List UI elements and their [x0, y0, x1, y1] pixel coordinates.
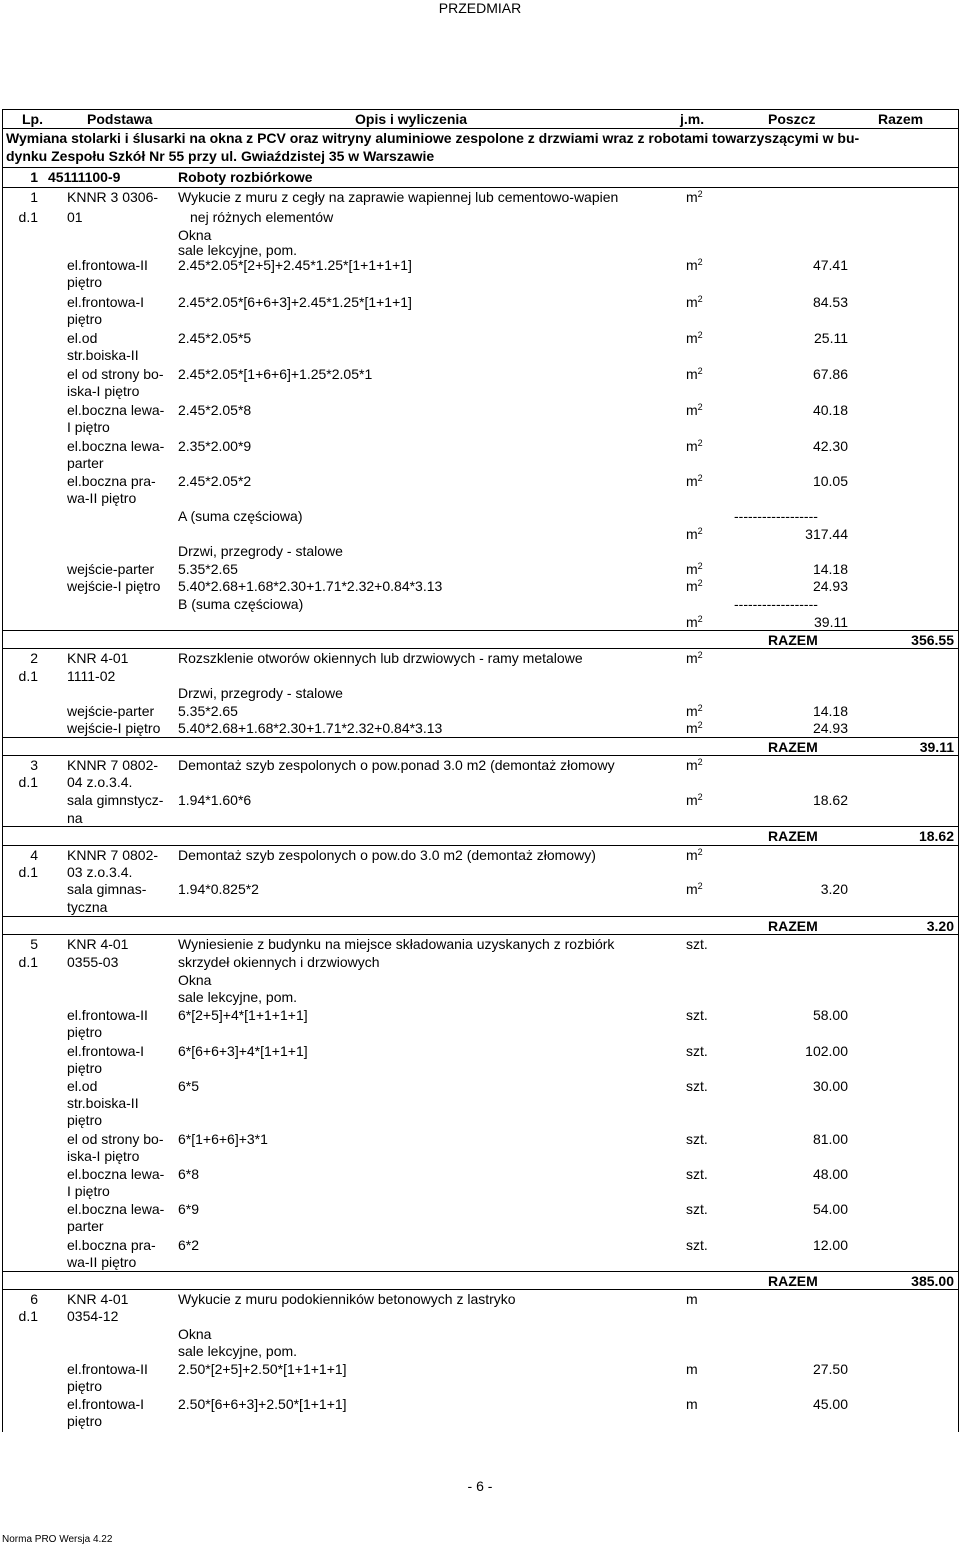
header-top-line: [2, 109, 958, 110]
row-value: 25.11: [814, 330, 848, 346]
razem-label: RAZEM: [768, 1273, 818, 1289]
row-label: piętro: [67, 1413, 103, 1429]
subtotal-label: A (suma częściowa): [178, 508, 303, 524]
item-description: Wykucie z muru z cegły na zaprawie wapiennej lub cementowo-wapien: [178, 189, 619, 205]
row-value: 48.00: [812, 1166, 848, 1182]
item-d: d.1: [18, 864, 38, 880]
row-unit: m: [686, 1361, 698, 1377]
row-value: 14.18: [812, 561, 848, 577]
row-unit: szt.: [686, 1166, 708, 1182]
row-label: el.boczna pra-: [67, 473, 156, 489]
razem-value: 356.55: [911, 632, 954, 648]
row-unit: $m^2$: [686, 720, 703, 736]
row-expression: 2.45*2.05*2: [178, 473, 252, 489]
row-label: tyczna: [67, 899, 108, 915]
project-title-line2: dynku Zespołu Szkół Nr 55 przy ul. Gwiaździstej 35 w Warszawie: [6, 148, 435, 164]
row-unit: $m^2$: [686, 578, 703, 594]
row-unit: $m^2$: [686, 792, 703, 808]
row-label: wejście-I piętro: [67, 578, 161, 594]
item-description: Wyniesienie z budynku na miejsce składowania uzyskanych z rozbiórk: [178, 936, 615, 952]
item-separator-line: [2, 1289, 958, 1290]
table-right-border: [958, 109, 959, 1432]
header-jm: j.m.: [680, 111, 705, 127]
row-value: 3.20: [820, 881, 848, 897]
row-value: 12.00: [812, 1237, 848, 1253]
row-unit: $m^2$: [686, 703, 703, 719]
group-label: Drzwi, przegrody - stalowe: [178, 543, 343, 559]
row-expression: 2.35*2.00*9: [178, 438, 252, 454]
row-value: 30.00: [812, 1078, 848, 1094]
group-label: sale lekcyjne, pom.: [178, 989, 298, 1005]
row-label: sala gimnstycz-: [67, 792, 164, 808]
item-d: d.1: [18, 668, 38, 684]
row-expression: 6*[1+6+6]+3*1: [178, 1131, 268, 1147]
row-label: iska-I piętro: [67, 1148, 140, 1164]
row-expression: 6*5: [178, 1078, 200, 1094]
row-label: el od strony bo-: [67, 1131, 164, 1147]
header-bottom-line: [2, 128, 958, 129]
row-label: piętro: [67, 1060, 103, 1076]
item-code: KNR 4-01: [67, 650, 129, 666]
row-unit: szt.: [686, 1043, 708, 1059]
row-expression: 2.50*[6+6+3]+2.50*[1+1+1]: [178, 1396, 347, 1412]
row-label: el.frontowa-I: [67, 1043, 145, 1059]
subtotal-value: 317.44: [805, 526, 848, 542]
row-label: el.boczna lewa-: [67, 1166, 165, 1182]
row-label: wejście-parter: [67, 561, 155, 577]
row-label: wa-II piętro: [67, 1254, 137, 1270]
row-unit: szt.: [686, 1007, 708, 1023]
section-bottom-line: [2, 187, 958, 188]
item-separator-line: [2, 630, 958, 631]
row-value: 102.00: [805, 1043, 848, 1059]
item-separator-line: [2, 845, 958, 846]
razem-value: 18.62: [918, 828, 954, 844]
item-code: KNNR 7 0802-: [67, 757, 159, 773]
row-label: wejście-parter: [67, 703, 155, 719]
razem-value: 39.11: [919, 739, 954, 755]
item-unit: $m^2$: [686, 847, 703, 863]
item-separator-line: [2, 648, 958, 649]
row-expression: 1.94*0.825*2: [178, 881, 259, 897]
row-value: 24.93: [812, 720, 848, 736]
item-code: 01: [67, 209, 83, 225]
row-unit: $m^2$: [686, 438, 703, 454]
group-label: Drzwi, przegrody - stalowe: [178, 685, 343, 701]
razem-label: RAZEM: [768, 739, 818, 755]
row-unit: $m^2$: [686, 330, 703, 346]
row-expression: 2.45*2.05*8: [178, 402, 252, 418]
row-expression: 6*8: [178, 1166, 200, 1182]
row-expression: 2.50*[2+5]+2.50*[1+1+1+1]: [178, 1361, 347, 1377]
row-expression: 6*[2+5]+4*[1+1+1+1]: [178, 1007, 308, 1023]
item-separator-line: [2, 755, 958, 756]
header-poszcz: Poszcz: [768, 111, 816, 127]
item-number: 3: [30, 757, 38, 773]
section-code: 45111100-9: [48, 169, 121, 185]
razem-value: 385.00: [911, 1273, 954, 1289]
row-expression: 5.35*2.65: [178, 703, 238, 719]
row-label: wejście-I piętro: [67, 720, 161, 736]
item-number: 4: [30, 847, 38, 863]
row-expression: 6*2: [178, 1237, 200, 1253]
razem-label: RAZEM: [768, 918, 818, 934]
row-label: I piętro: [67, 419, 110, 435]
footer-software-version: Norma PRO Wersja 4.22: [2, 1534, 113, 1545]
row-expression: 5.35*2.65: [178, 561, 238, 577]
row-expression: 6*[6+6+3]+4*[1+1+1]: [178, 1043, 308, 1059]
row-value: 45.00: [812, 1396, 848, 1412]
row-label: el.boczna lewa-: [67, 402, 165, 418]
item-code: 1111-02: [67, 668, 116, 684]
subtotal-unit: $m^2$: [686, 614, 703, 630]
row-unit: szt.: [686, 1078, 708, 1094]
item-d: d.1: [18, 209, 38, 225]
row-unit: $m^2$: [686, 561, 703, 577]
row-unit: szt.: [686, 1201, 708, 1217]
row-label: piętro: [67, 1112, 103, 1128]
row-unit: m: [686, 1396, 698, 1412]
item-code: KNNR 7 0802-: [67, 847, 159, 863]
row-value: 24.93: [812, 578, 848, 594]
row-unit: $m^2$: [686, 881, 703, 897]
row-value: 10.05: [812, 473, 848, 489]
item-d: d.1: [18, 954, 38, 970]
item-unit: $m^2$: [686, 757, 703, 773]
item-separator-line: [2, 737, 958, 738]
razem-label: RAZEM: [768, 632, 818, 648]
group-label: Okna: [178, 1326, 212, 1342]
row-unit: $m^2$: [686, 402, 703, 418]
row-expression: 5.40*2.68+1.68*2.30+1.71*2.32+0.84*3.13: [178, 720, 443, 736]
item-code: KNR 4-01: [67, 936, 129, 952]
row-label: el.od: [67, 1078, 98, 1094]
row-unit: $m^2$: [686, 294, 703, 310]
row-label: str.boiska-II: [67, 1095, 139, 1111]
row-unit: $m^2$: [686, 366, 703, 382]
row-value: 81.00: [812, 1131, 848, 1147]
row-label: na: [67, 810, 83, 826]
row-label: str.boiska-II: [67, 347, 139, 363]
item-description: Demontaż szyb zespolonych o pow.ponad 3.0 m2 (demontaż złomowy: [178, 757, 615, 773]
row-label: parter: [67, 455, 104, 471]
row-label: parter: [67, 1218, 104, 1234]
header-razem: Razem: [878, 111, 924, 127]
row-label: el.frontowa-II: [67, 257, 148, 273]
row-expression: 1.94*1.60*6: [178, 792, 252, 808]
row-expression: 2.45*2.05*[1+6+6]+1.25*2.05*1: [178, 366, 373, 382]
row-label: el.boczna pra-: [67, 1237, 156, 1253]
row-label: el.frontowa-II: [67, 1007, 148, 1023]
row-label: el.frontowa-II: [67, 1361, 148, 1377]
item-code: 03 z.o.3.4.: [67, 864, 133, 880]
row-label: el.od: [67, 330, 98, 346]
row-expression: 2.45*2.05*[6+6+3]+2.45*1.25*[1+1+1]: [178, 294, 412, 310]
subtotal-value: 39.11: [814, 614, 848, 630]
row-unit: szt.: [686, 1237, 708, 1253]
item-number: 6: [30, 1291, 38, 1307]
project-bottom-line: [2, 167, 958, 168]
row-value: 14.18: [812, 703, 848, 719]
item-code: KNR 4-01: [67, 1291, 129, 1307]
item-code: 04 z.o.3.4.: [67, 774, 133, 790]
item-number: 5: [30, 936, 38, 952]
group-label: Okna: [178, 227, 212, 243]
header-lp: Lp.: [22, 111, 43, 127]
row-value: 18.62: [812, 792, 848, 808]
item-description: nej różnych elementów: [190, 209, 334, 225]
row-label: piętro: [67, 1024, 103, 1040]
row-label: sala gimnas-: [67, 881, 147, 897]
group-label: sale lekcyjne, pom.: [178, 242, 298, 258]
row-label: el od strony bo-: [67, 366, 164, 382]
row-label: piętro: [67, 274, 103, 290]
item-number: 2: [30, 650, 38, 666]
row-expression: 5.40*2.68+1.68*2.30+1.71*2.32+0.84*3.13: [178, 578, 443, 594]
row-label: el.frontowa-I: [67, 1396, 145, 1412]
row-label: el.boczna lewa-: [67, 438, 165, 454]
row-label: el.frontowa-I: [67, 294, 145, 310]
item-separator-line: [2, 934, 958, 935]
group-label: sale lekcyjne, pom.: [178, 1343, 298, 1359]
subtotal-dashes: ------------------: [734, 508, 818, 524]
row-label: I piętro: [67, 1183, 110, 1199]
item-number: 1: [30, 189, 38, 205]
section-number: 1: [30, 169, 38, 185]
row-label: piętro: [67, 311, 103, 327]
row-value: 47.41: [812, 257, 848, 273]
item-description: skrzydeł okiennych i drzwiowych: [178, 954, 380, 970]
row-value: 42.30: [812, 438, 848, 454]
item-separator-line: [2, 1271, 958, 1272]
item-unit: $m^2$: [686, 189, 703, 205]
subtotal-dashes: ------------------: [734, 596, 818, 612]
row-label: iska-I piętro: [67, 383, 140, 399]
row-unit: szt.: [686, 1131, 708, 1147]
row-value: 58.00: [812, 1007, 848, 1023]
row-unit: $m^2$: [686, 257, 703, 273]
item-d: d.1: [18, 1308, 38, 1324]
table-left-border: [2, 109, 3, 1432]
item-unit: szt.: [686, 936, 708, 952]
row-label: piętro: [67, 1378, 103, 1394]
row-value: 54.00: [812, 1201, 848, 1217]
subtotal-label: B (suma częściowa): [178, 596, 304, 612]
header-opis: Opis i wyliczenia: [355, 111, 468, 127]
header-podstawa: Podstawa: [87, 111, 153, 127]
item-unit: $m^2$: [686, 650, 703, 666]
razem-value: 3.20: [926, 918, 954, 934]
item-code: 0355-03: [67, 954, 119, 970]
item-unit: m: [686, 1291, 698, 1307]
document-title: PRZEDMIAR: [438, 0, 522, 16]
row-value: 67.86: [812, 366, 848, 382]
page-number: - 6 -: [467, 1478, 493, 1494]
group-label: Okna: [178, 972, 212, 988]
row-label: el.boczna lewa-: [67, 1201, 165, 1217]
row-expression: 2.45*2.05*[2+5]+2.45*1.25*[1+1+1+1]: [178, 257, 412, 273]
project-title-line1: Wymiana stolarki i ślusarki na okna z PCV oraz witryny aluminiowe zespolone z drzwiami wraz z robotami towarzyszącymi w bu-: [6, 130, 860, 146]
item-d: d.1: [18, 774, 38, 790]
row-value: 84.53: [812, 294, 848, 310]
row-expression: 6*9: [178, 1201, 200, 1217]
row-expression: 2.45*2.05*5: [178, 330, 252, 346]
item-description: Rozszklenie otworów okiennych lub drzwiowych - ramy metalowe: [178, 650, 583, 666]
item-separator-line: [2, 826, 958, 827]
item-separator-line: [2, 916, 958, 917]
item-description: Wykucie z muru podokienników betonowych z lastryko: [178, 1291, 516, 1307]
item-description: Demontaż szyb zespolonych o pow.do 3.0 m2 (demontaż złomowy): [178, 847, 596, 863]
row-value: 40.18: [812, 402, 848, 418]
row-label: wa-II piętro: [67, 490, 137, 506]
row-unit: $m^2$: [686, 473, 703, 489]
row-value: 27.50: [812, 1361, 848, 1377]
item-code: KNNR 3 0306-: [67, 189, 159, 205]
subtotal-unit: $m^2$: [686, 526, 703, 542]
razem-label: RAZEM: [768, 828, 818, 844]
section-title: Roboty rozbiórkowe: [178, 169, 313, 185]
item-code: 0354-12: [67, 1308, 119, 1324]
